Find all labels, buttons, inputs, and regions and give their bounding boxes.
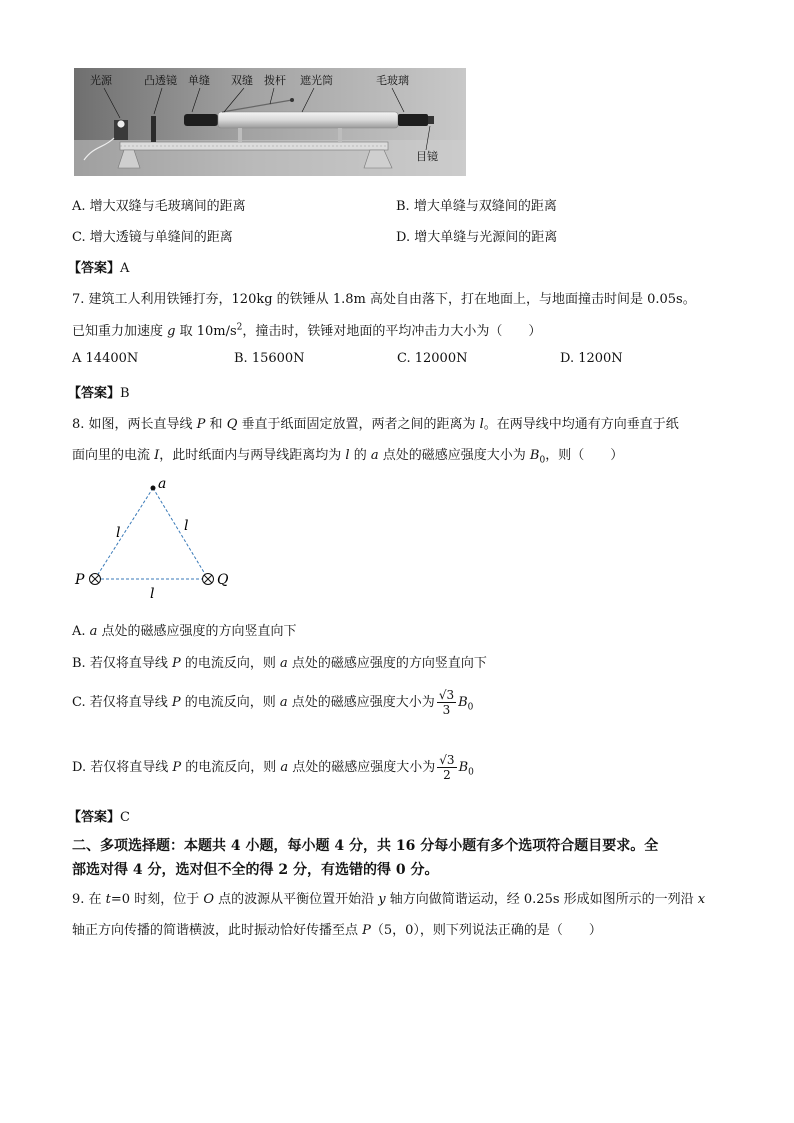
q8-text: D. 若仅将直导线 [72, 760, 173, 775]
answer-value: B [120, 386, 130, 401]
label-light-source: 光源 [90, 74, 112, 87]
double-slit-apparatus-illustration [74, 68, 466, 176]
point-q-label: Q [217, 572, 229, 588]
answer-value: A [120, 261, 130, 276]
q8-text: 点处的磁感应强度的方向竖直向下 [97, 624, 297, 639]
q9-text: 9. 在 [72, 892, 106, 907]
q9-symbol-o: O [203, 892, 215, 907]
q8-symbol-b: B [458, 760, 469, 775]
q9-symbol-p: P [362, 923, 371, 938]
q7-superscript: 2 [236, 322, 243, 333]
label-double-slit: 双缝 [231, 74, 253, 87]
q8-text: 的电流反向，则 [180, 656, 280, 671]
label-single-slit: 单缝 [188, 74, 210, 87]
side-left-label: l [116, 525, 121, 541]
fraction-sqrt3-over-3 [437, 688, 456, 717]
q7-option-b: B. 15600N [234, 351, 305, 366]
q8-symbol-l: l [479, 417, 484, 432]
q9-text: 轴正方向传播的简谐横波，此时振动恰好传播至点 [72, 923, 363, 938]
q7-option-d: D. 1200N [560, 351, 623, 366]
fraction-denominator: 2 [443, 768, 451, 782]
q8-line-1 [72, 413, 679, 432]
q7-text: 已知重力加速度 [72, 324, 168, 339]
q6-option-a: A. 增大双缝与毛玻璃间的距离 [72, 199, 246, 214]
q8-symbol-a: a [279, 695, 288, 710]
q8-line-2 [72, 444, 623, 466]
point-a-dot [151, 486, 156, 491]
q8-symbol-i: I [154, 448, 160, 463]
answer-tag: 【答案】 [68, 261, 121, 276]
answer-value: C [120, 810, 130, 825]
q7-option-c: C. 12000N [397, 351, 468, 366]
q8-subscript: 0 [468, 767, 474, 778]
q9-line-1 [72, 888, 705, 907]
q6-option-c: C. 增大透镜与单缝间的距离 [72, 230, 233, 245]
q8-symbol-a: a [89, 624, 98, 639]
q7-text: 取 10m/s [175, 324, 237, 339]
q8-text: 点处的磁感应强度大小为 [288, 760, 436, 775]
q7-line-2 [72, 320, 541, 339]
q9-text: （5，0），则下列说法正确的是（ ） [370, 923, 602, 938]
wire-q-into-page-icon [203, 574, 214, 585]
q7-answer [68, 382, 130, 401]
section-2-heading-line-2: 部选对得 4 分，选对但不全的得 2 分，有选错的得 0 分。 [72, 862, 439, 878]
q8-symbol-b: B [529, 448, 540, 463]
q8-symbol-q: Q [226, 417, 238, 432]
q8-symbol-p: P [171, 656, 181, 671]
q8-text: ，则（ ） [545, 448, 624, 463]
q8-text: 的电流反向，则 [181, 760, 281, 775]
q8-text: 垂直于纸面固定放置，两者之间的距离为 [237, 417, 480, 432]
side-right-label: l [184, 518, 189, 534]
q8-option-b [72, 652, 487, 671]
q8-option-d [72, 753, 474, 782]
q8-text: 和 [205, 417, 227, 432]
fraction-numerator: √3 [439, 753, 455, 767]
q8-text: ，此时纸面内与两导线距离均为 [159, 448, 346, 463]
q8-text: 面向里的电流 [72, 448, 155, 463]
q9-text: 轴方向做简谐运动，经 0.25s 形成如图所示的一列沿 [385, 892, 698, 907]
answer-tag: 【答案】 [68, 810, 121, 825]
q6-answer [68, 257, 129, 276]
q7-symbol-g: g [167, 324, 176, 339]
q8-text: 。在两导线中均通有方向垂直于纸 [483, 417, 679, 432]
label-shade-tube: 遮光筒 [300, 74, 333, 87]
q8-subscript: 0 [467, 702, 474, 713]
q8-symbol-a: a [280, 760, 289, 775]
q9-text: 点的波源从平衡位置开始沿 [214, 892, 379, 907]
q6-option-d: D. 增大单缝与光源间的距离 [396, 230, 558, 245]
label-frosted-glass: 毛玻璃 [376, 74, 409, 87]
fraction-numerator: √3 [438, 688, 455, 702]
q8-option-c [72, 688, 473, 717]
q9-symbol-x: x [697, 892, 706, 907]
apparatus-photo [74, 68, 466, 176]
label-convex-lens: 凸透镜 [144, 74, 177, 87]
q8-text: A. [72, 624, 90, 639]
q8-symbol-l: l [345, 448, 350, 463]
fraction-denominator: 3 [442, 703, 451, 717]
side-bottom-label: l [150, 586, 155, 602]
q8-text: 点处的磁感应强度大小为 [378, 448, 530, 463]
q8-symbol-a: a [279, 656, 288, 671]
q8-symbol-p: P [171, 695, 181, 710]
q7-line-1: 7. 建筑工人利用铁锤打夯，120kg 的铁锤从 1.8m 高处自由落下，打在地面上，与地面撞击时间是 0.05s。 [72, 292, 696, 307]
triangle-side-right [153, 488, 208, 579]
q7-option-a: A 14400N [72, 351, 139, 366]
q9-symbol-t: t [105, 892, 111, 907]
q8-triangle-diagram [70, 472, 240, 602]
q6-option-b: B. 增大单缝与双缝间的距离 [396, 199, 557, 214]
q8-text: C. 若仅将直导线 [72, 695, 172, 710]
q8-option-a [72, 620, 297, 639]
q8-symbol-b: B [458, 695, 468, 710]
q9-text: =0 时刻，位于 [110, 892, 204, 907]
q8-text: 的电流反向，则 [180, 695, 280, 710]
fraction-sqrt3-over-2 [437, 753, 456, 782]
q8-symbol-p: P [172, 760, 182, 775]
section-2-heading-line-1: 二、多项选择题：本题共 4 小题，每小题 4 分，共 16 分每小题有多个选项符合题目要求。全 [72, 838, 659, 854]
point-p-label: P [75, 572, 85, 588]
q9-symbol-y: y [378, 892, 386, 907]
triangle-side-left [95, 488, 153, 579]
q8-text: 点处的磁感应强度大小为 [287, 695, 435, 710]
q8-subscript: 0 [539, 455, 546, 466]
q7-text: ，撞击时，铁锤对地面的平均冲击力大小为（ ） [242, 324, 542, 339]
q8-text: 8. 如图，两长直导线 [72, 417, 197, 432]
q8-symbol-p: P [196, 417, 206, 432]
label-lever: 拨杆 [264, 74, 286, 87]
wire-p-into-page-icon [90, 574, 101, 585]
point-a-label: a [158, 476, 167, 492]
q8-text: 的 [349, 448, 371, 463]
q9-line-2 [72, 919, 602, 938]
label-eyepiece: 目镜 [416, 150, 438, 163]
q8-text: 点处的磁感应强度的方向竖直向下 [287, 656, 487, 671]
q8-symbol-a: a [370, 448, 379, 463]
answer-tag: 【答案】 [68, 386, 121, 401]
q8-text: B. 若仅将直导线 [72, 656, 172, 671]
q8-answer [68, 806, 130, 825]
